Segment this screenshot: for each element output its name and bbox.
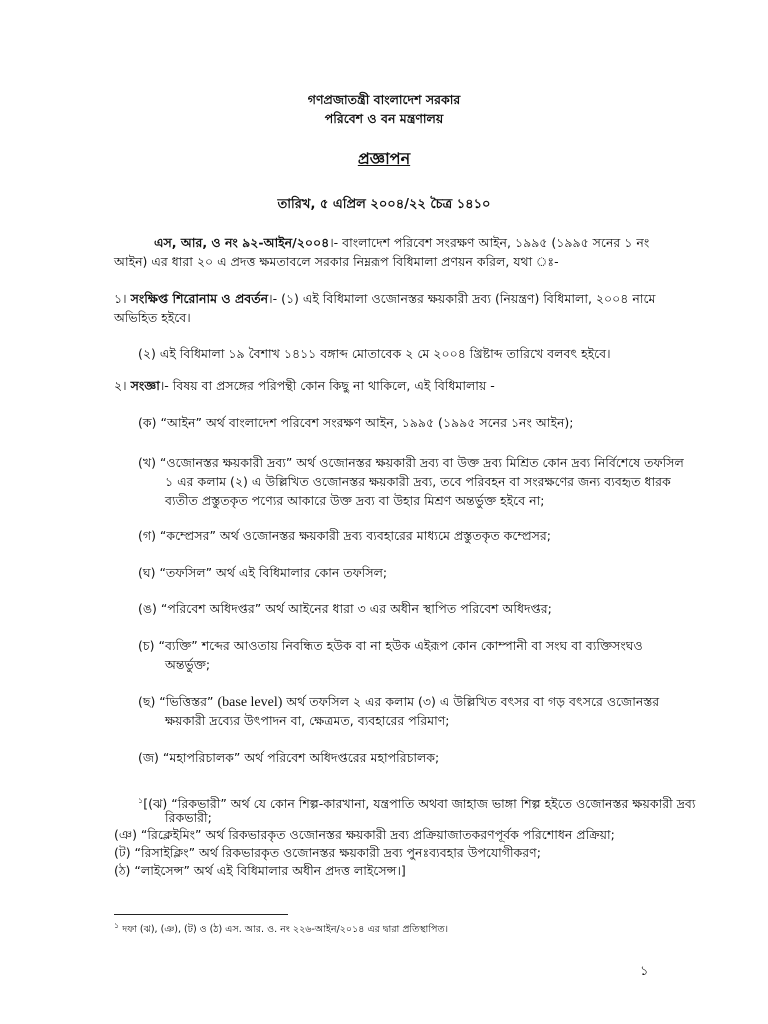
sro-reference: এস, আর, ও নং ৯২-আইন/২০০৪ [154,235,330,250]
intro-line-1 [154,233,649,253]
section-2-intro [114,376,495,396]
definition-tta: (ট) “রিসাইক্লিং” অর্থ রিকভারকৃত ওজোনস্তর ক্ষয়কারী দ্রব্য পুনঃব্যবহার উপযোগীকরণ; [114,845,541,860]
definition-ttha: (ঠ) “লাইসেন্স” অর্থ এই বিধিমালার অধীন প্রদত্ত লাইসেন্স।] [114,863,406,878]
section-1-line-1 [114,289,655,309]
section-2-heading: সংজ্ঞা [130,378,160,393]
definition-chha-english-term: (base level) [217,695,283,710]
footnote-mark: ১ [114,921,120,930]
definition-cha-line-1: (চ) “ব্যক্তি” শব্দের আওতায় নিবন্ধিত হউক বা না হউক এইরূপ কোন কোম্পানী বা সংঘ বা ব্যক্তিসংঘও [138,638,643,653]
section-1-number: ১। [114,291,127,306]
section-2-intro-text: ।- বিষয় বা প্রসঙ্গের পরিপন্থী কোন কিছু না থাকিলে, এই বিধিমালায় - [159,378,495,393]
definition-nya: (ঞ) “রিক্লেইমিং” অর্থ রিকভারকৃত ওজোনস্তর ক্ষয়কারী দ্রব্য প্রক্রিয়াজাতকরণপূর্বক পরিশোধন প্রক্রিয়া; [114,827,615,842]
definition-uma: (ঙ) “পরিবেশ অধিদপ্তর” অর্থ আইনের ধারা ৩ এর অধীন স্থাপিত পরিবেশ অধিদপ্তর; [138,601,552,616]
section-1-line-2: অভিহিত হইবে। [114,310,191,325]
definition-ja: (জ) “মহাপরিচালক” অর্থ পরিবেশ অধিদপ্তরের মহাপরিচালক; [138,750,440,765]
government-name: গণপ্রজাতন্ত্রী বাংলাদেশ সরকার [307,92,461,107]
definition-kha-line-2: ১ এর কলাম (২) এ উল্লিখিত ওজোনস্তর ক্ষয়কারী দ্রব্য, তবে পরিবহন বা সংরক্ষণের জন্য ব্যবহৃত ধারক [165,474,671,489]
definition-chha-line-1 [138,692,659,713]
section-2-number: ২। [114,378,127,393]
definition-kha-line-3: ব্যতীত প্রস্তুতকৃত পণ্যের আকারে উক্ত দ্রব্য বা উহার মিশ্রণ অন্তর্ভুক্ত হইবে না; [165,493,545,508]
page-number: ১ [640,964,649,979]
definition-cha-line-2: অন্তর্ভুক্ত; [165,657,211,672]
definition-ka: (ক) “আইন” অর্থ বাংলাদেশ পরিবেশ সংরক্ষণ আইন, ১৯৯৫ (১৯৯৫ সনের ১নং আইন); [138,415,574,430]
notification-date: তারিখ, ৫ এপ্রিল ২০০৪/২২ চৈত্র ১৪১০ [277,197,491,212]
footnote-divider [114,914,288,915]
section-1-text: ।- (১) এই বিধিমালা ওজোনস্তর ক্ষয়কারী দ্রব্য (নিয়ন্ত্রণ) বিধিমালা, ২০০৪ নামে [268,291,656,306]
intro-line-2: আইন) এর ধারা ২০ এ প্রদত্ত ক্ষমতাবলে সরকার নিম্নরূপ বিধিমালা প্রণয়ন করিল, যথা ঃ- [114,254,559,269]
notification-title [0,146,768,173]
definition-gha: (ঘ) “তফসিল” অর্থ এই বিধিমালার কোন তফসিল; [138,565,388,580]
definition-jha-line-2: রিকভারী; [165,810,212,825]
definition-ga: (গ) “কম্প্রেসর” অর্থ ওজোনস্তর ক্ষয়কারী দ্রব্য ব্যবহারের মাধ্যমে প্রস্তুতকৃত কম্প্রেসর; [138,528,551,543]
footnote-reference-mark: ১ [138,796,144,805]
notification-title-text: প্রজ্ঞাপন [357,149,411,168]
footnote [114,920,448,938]
ministry-name: পরিবেশ ও বন মন্ত্রণালয় [324,111,444,126]
definition-kha-line-1: (খ) “ওজোনস্তর ক্ষয়কারী দ্রব্য” অর্থ ওজোনস্তর ক্ষয়কারী দ্রব্য বা উক্ত দ্রব্য মিশ্রিত কোন দ্রব্য নির্বিশেষে তফসিল [138,455,684,470]
definition-jha-line-1 [138,791,696,814]
definition-jha-text: [(ঝ) “রিকভারী” অর্থ যে কোন শিল্প-কারখানা, যন্ত্রপাতি অথবা জাহাজ ভাঙ্গা শিল্প হইতে ওজোনস্তর ক্ষয়কারী দ্রব্য [143,796,696,812]
definition-chha-term: (ছ) “ভিত্তিস্তর” [138,694,218,709]
footnote-text: দফা (ঝ), (ঞ), (ট) ও (ঠ) এস. আর. ও. নং ২২৬-আইন/২০১৪ এর দ্বারা প্রতিস্থাপিত। [119,924,448,936]
definition-chha-text: অর্থ তফসিল ২ এর কলাম (৩) এ উল্লিখিত বৎসর বা গড় বৎসরে ওজোনস্তর [282,694,660,709]
section-1-subsection-2: (২) এই বিধিমালা ১৯ বৈশাখ ১৪১১ বঙ্গাব্দ মোতাবেক ২ মে ২০০৪ খ্রিষ্টাব্দ তারিখে বলবৎ হইবে। [138,346,611,361]
intro-line-1-text: ।- বাংলাদেশ পরিবেশ সংরক্ষণ আইন, ১৯৯৫ (১৯৯৫ সনের ১ নং [329,235,650,250]
section-1-heading: সংক্ষিপ্ত শিরোনাম ও প্রবর্তন [130,291,269,306]
definition-chha-line-2: ক্ষয়কারী দ্রব্যের উৎপাদন বা, ক্ষেত্রমত, ব্যবহারের পরিমাণ; [165,713,450,728]
